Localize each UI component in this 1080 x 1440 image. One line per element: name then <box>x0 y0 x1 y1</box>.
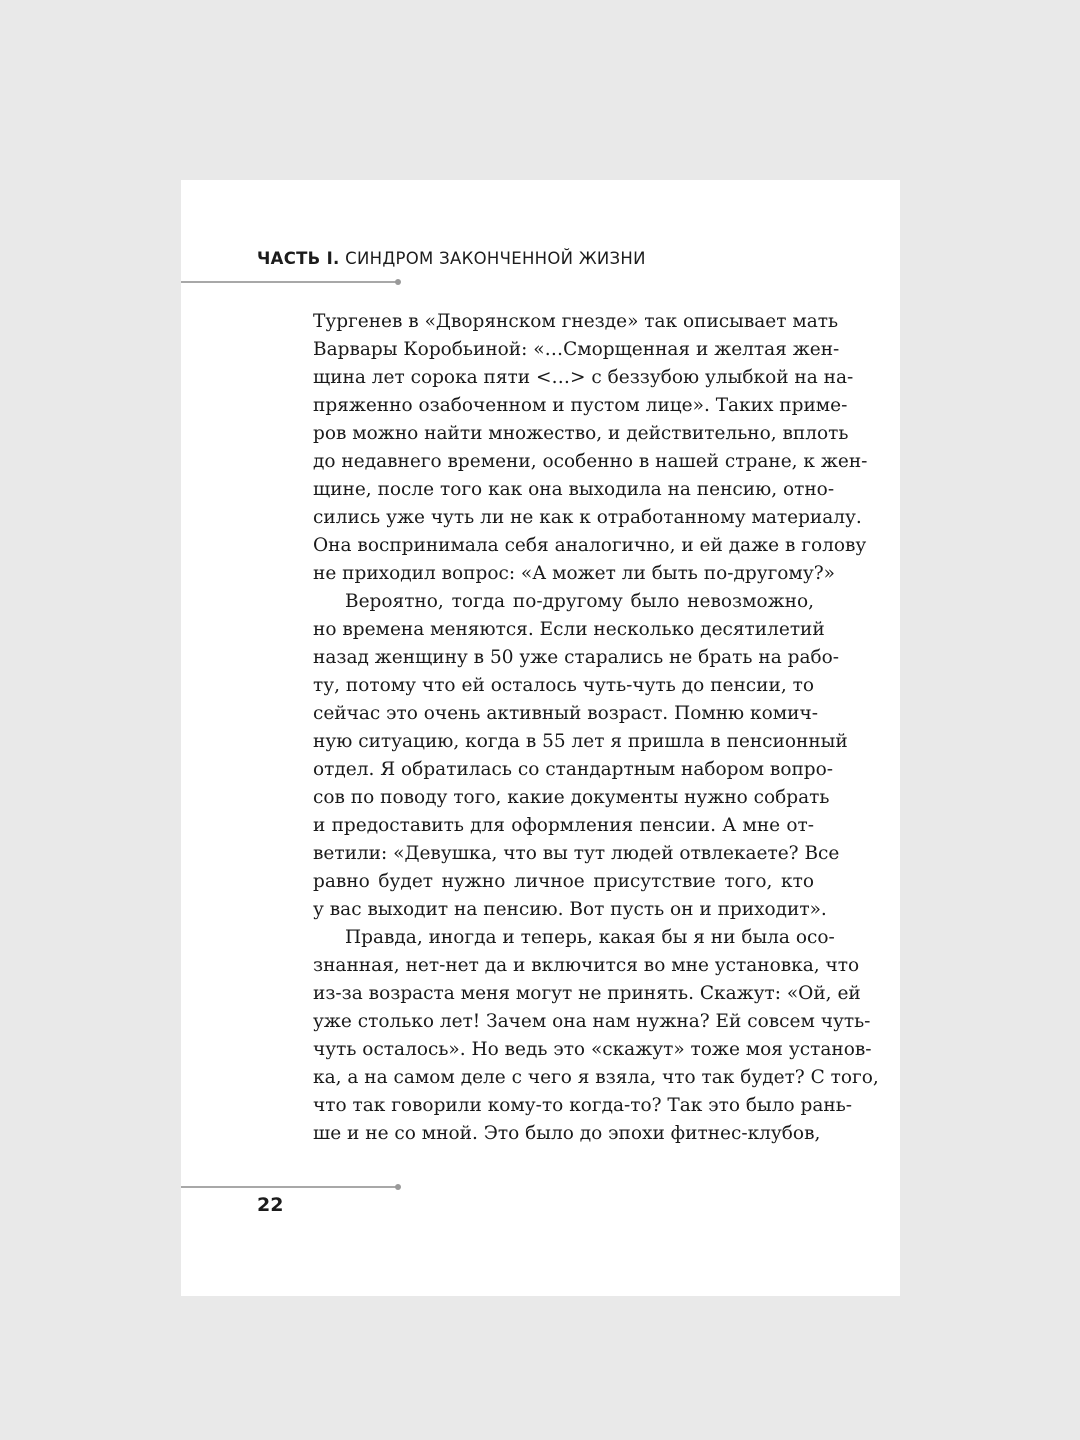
text-line: Варвары Коробьиной: «…Сморщенная и желтая жен- <box>313 339 840 360</box>
footer-rule <box>181 1186 397 1188</box>
text-line: равно будет нужно личное присутствие того, кто <box>313 871 814 892</box>
text-line: и предоставить для оформления пенсии. А мне от- <box>313 815 814 836</box>
text-line: сов по поводу того, какие документы нужно собрать <box>313 787 830 808</box>
text-line: отдел. Я обратилась со стандартным набором вопро- <box>313 759 834 780</box>
text-line: щина лет сорока пяти <…> с беззубою улыбкой на на- <box>313 367 854 388</box>
text-line: ка, а на самом деле с чего я взяла, что так будет? С того, <box>313 1067 879 1088</box>
text-line: до недавнего времени, особенно в нашей стране, к жен- <box>313 451 868 472</box>
running-head-title: СИНДРОМ ЗАКОНЧЕННОЙ ЖИЗНИ <box>345 249 646 268</box>
header-rule <box>181 281 397 283</box>
text-line: Она воспринимала себя аналогично, и ей даже в голову <box>313 535 867 556</box>
text-line: что так говорили кому-то когда-то? Так это было рань- <box>313 1095 853 1116</box>
text-line: не приходил вопрос: «А может ли быть по-другому?» <box>313 563 835 584</box>
body-text <box>313 308 879 1148</box>
text-line: ше и не со мной. Это было до эпохи фитнес-клубов, <box>313 1123 821 1144</box>
text-line: ветили: «Девушка, что вы тут людей отвлекаете? Все <box>313 843 840 864</box>
book-page <box>181 180 900 1296</box>
text-line: пряженно озабоченном и пустом лице». Таких приме- <box>313 395 848 416</box>
text-line: из-за возраста меня могут не принять. Скажут: «Ой, ей <box>313 983 861 1004</box>
paragraph <box>313 308 868 588</box>
text-line: сейчас это очень активный возраст. Помню комич- <box>313 703 818 724</box>
text-line: чуть осталось». Но ведь это «скажут» тоже моя установ- <box>313 1039 872 1060</box>
running-head-part: ЧАСТЬ I. <box>257 249 340 268</box>
paragraph <box>313 924 879 1148</box>
text-line: у вас выходит на пенсию. Вот пусть он и приходит». <box>313 899 827 920</box>
text-line: уже столько лет! Зачем она нам нужна? Ей совсем чуть- <box>313 1011 871 1032</box>
text-line: Правда, иногда и теперь, какая бы я ни была осо- <box>345 927 835 948</box>
text-line: ров можно найти множество, и действительно, вплоть <box>313 423 849 444</box>
page-number: 22 <box>257 1194 284 1216</box>
running-head <box>257 249 646 268</box>
text-line: назад женщину в 50 уже старались не брать на рабо- <box>313 647 840 668</box>
text-line: но времена меняются. Если несколько десятилетий <box>313 619 825 640</box>
text-line: Вероятно, тогда по-другому было невозможно, <box>345 591 814 612</box>
header-rule-dot <box>395 279 401 285</box>
text-line: ту, потому что ей осталось чуть-чуть до пенсии, то <box>313 675 814 696</box>
text-line: щине, после того как она выходила на пенсию, отно- <box>313 479 835 500</box>
paragraph <box>313 588 848 924</box>
footer-rule-dot <box>395 1184 401 1190</box>
text-line: сились уже чуть ли не как к отработанному материалу. <box>313 507 862 528</box>
text-line: ную ситуацию, когда в 55 лет я пришла в пенсионный <box>313 731 848 752</box>
text-line: Тургенев в «Дворянском гнезде» так описывает мать <box>313 311 839 332</box>
text-line: знанная, нет-нет да и включится во мне установка, что <box>313 955 860 976</box>
